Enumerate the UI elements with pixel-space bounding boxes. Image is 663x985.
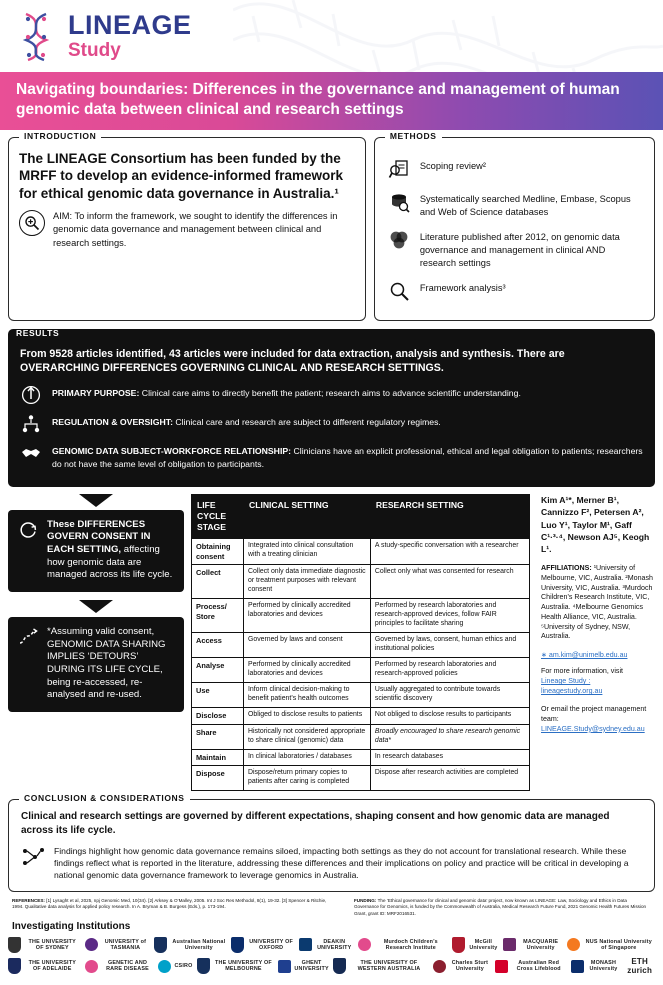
institution-logo <box>8 937 81 953</box>
detours-text: *Assuming valid consent, GENOMIC DATA SHARING IMPLIES ‘DETOURS’ DURING ITS LIFE CYCLE, being re-accessed, re-analysed and re-used. <box>47 625 166 701</box>
more-info-label: For more information, visit <box>541 667 623 676</box>
institution-name: DEAKIN UNIVERSITY <box>317 938 352 951</box>
introduction-label: INTRODUCTION <box>19 131 101 141</box>
institution-logo <box>85 938 151 951</box>
cell-research: Governed by laws, consent, human ethics and institutional policies <box>370 633 529 658</box>
institution-name: ETH zurich <box>627 956 653 976</box>
institutions-row-2 <box>8 957 655 975</box>
table-row <box>192 565 530 599</box>
affiliations <box>541 564 655 642</box>
cell-clinical: In clinical laboratories / databases <box>244 749 371 766</box>
col-research-setting: RESEARCH SETTING <box>370 494 529 539</box>
result-item <box>20 413 643 435</box>
institution-logo <box>358 938 448 951</box>
method-text: Scoping review² <box>419 160 486 171</box>
contact-email-link[interactable]: ∗ am.kim@unimelb.edu.au <box>541 651 628 660</box>
magnifier-document-icon <box>387 157 411 181</box>
institution-name: UNIVERSITY OF OXFORD <box>249 938 294 951</box>
cell-research: Dispose after research activities are completed <box>370 766 529 791</box>
result-text <box>52 442 643 469</box>
mcri-mark-icon <box>358 938 371 951</box>
col-lifecycle-stage: LIFE CYCLE STAGE <box>192 494 244 539</box>
institution-logo <box>624 957 655 975</box>
institution-name: MACQUARIE University <box>523 938 559 951</box>
institution-logo <box>158 960 192 973</box>
lineage-dna-logo-icon <box>14 10 58 62</box>
result-item <box>20 442 643 469</box>
arrow-down-icon <box>79 494 113 507</box>
table-row <box>192 766 530 791</box>
project-mgmt-block <box>541 705 655 735</box>
cell-stage: Analyse <box>192 658 244 683</box>
lifecycle-table <box>191 494 530 792</box>
table-row <box>192 708 530 725</box>
funding-text: The ‘Ethical governance for clinical and genomic data’ project, now known as LINEAGE: Law, Sociology and Ethics in Data Governance for Genomics, is funded by the Commonwealth of Australia, Medical Research Future Fund, 2021 Genomic Health Futures Mission Grant, grant ID: MRF2016531. <box>353 898 647 916</box>
nus-mark-icon <box>567 938 580 951</box>
institution-logo <box>154 937 227 953</box>
result-bold: PRIMARY PURPOSE: <box>52 388 140 399</box>
institution-logo <box>278 960 328 973</box>
table-row <box>192 633 530 658</box>
cell-research: In research databases <box>370 749 529 766</box>
cell-clinical: Performed by clinically accredited laboratories and devices <box>244 658 371 683</box>
cell-clinical: Historically not considered appropriate to share clinical (genomic) data <box>244 724 371 749</box>
institution-name: Australian National University <box>172 938 226 951</box>
institution-name: GHENT UNIVERSITY <box>294 959 329 973</box>
cell-clinical: Collect only data immediate diagnostic or treatment purposes with relevant consent <box>244 565 371 599</box>
institution-logo <box>85 960 155 973</box>
macquarie-mark-icon <box>503 938 516 951</box>
rare-disease-mark-icon <box>85 960 98 973</box>
institution-name: THE UNIVERSITY OF MELBOURNE <box>215 959 272 973</box>
detour-path-icon <box>17 626 39 648</box>
affiliations-label: AFFILIATIONS: <box>541 563 592 572</box>
header-dna-watermark-icon <box>233 0 663 72</box>
institution-logo <box>333 958 429 974</box>
institution-logo <box>231 937 295 953</box>
table-row <box>192 599 530 633</box>
institutions-band <box>0 935 663 985</box>
target-arrow-icon <box>20 384 42 406</box>
logo-wordmark <box>68 12 192 60</box>
conclusion-body-row <box>21 845 642 881</box>
aim-text: AIM: To inform the framework, we sought to identify the differences in genomic data governance and management between clinical and research settings. <box>53 211 338 248</box>
method-text: Literature published after 2012, on genomic data governance and management in clinical AND research settings <box>419 231 620 268</box>
anu-crest-icon <box>154 937 167 953</box>
cell-research: Not obliged to disclose results to participants <box>370 708 529 725</box>
table-row <box>192 658 530 683</box>
monash-mark-icon <box>571 960 584 973</box>
introduction-headline: The LINEAGE Consortium has been funded by the MRFF to develop an evidence-informed framework for ethical genomic data governance in Australia.¹ <box>19 150 344 201</box>
cell-clinical: Obliged to disclose results to patients <box>244 708 371 725</box>
cell-stage: Access <box>192 633 244 658</box>
lifeblood-mark-icon <box>495 960 508 973</box>
handshake-icon <box>20 442 42 464</box>
institution-name: Australian Red Cross Lifeblood <box>516 959 561 973</box>
consent-box <box>8 510 184 592</box>
affiliations-text: ¹University of Melbourne, VIC, Australia. ²Monash University, VIC, Australia. ³Murdoch Children’s Research Institute, VIC, Australia. ⁴Melbourne Genomics Health Alliance, VIC, Australia. ⁵University of Sydney, NSW, Australia. <box>541 563 653 641</box>
footnotes <box>0 892 663 919</box>
result-bold: REGULATION & OVERSIGHT: <box>52 417 173 428</box>
cell-stage: Maintain <box>192 749 244 766</box>
org-chart-icon <box>20 413 42 435</box>
cell-stage: Share <box>192 724 244 749</box>
institution-name: THE UNIVERSITY OF SYDNEY <box>28 938 76 951</box>
table-header-row <box>192 494 530 539</box>
method-item <box>387 228 642 270</box>
result-text <box>52 413 441 428</box>
result-body: Clinical care aims to directly benefit the patient; research aims to advance scientific understanding. <box>141 388 521 399</box>
oxford-crest-icon <box>231 937 244 953</box>
conclusion-lead: Clinical and research settings are governed by different expectations, shaping consent and how genomic data are managed across its life cycle. <box>21 811 610 836</box>
result-item <box>20 384 643 406</box>
ghent-mark-icon <box>278 960 291 973</box>
detours-box <box>8 617 184 712</box>
institutions-row-1 <box>8 937 655 953</box>
tasmania-mark-icon <box>85 938 98 951</box>
magnifier-plus-icon <box>19 210 45 236</box>
university-crest-icon <box>8 937 21 953</box>
project-mgmt-label: Or email the project management team: <box>541 704 647 723</box>
arrow-down-icon-2 <box>79 600 113 613</box>
institution-logo <box>197 958 275 974</box>
cell-research: Collect only what was consented for research <box>370 565 529 599</box>
cell-research: Performed by research laboratories and research-approved policies <box>370 658 529 683</box>
deakin-mark-icon <box>299 938 312 951</box>
institution-logo <box>299 938 354 951</box>
institution-logo <box>495 960 567 973</box>
top-section <box>0 130 663 321</box>
institution-name: CSIRO <box>174 962 193 969</box>
table-row <box>192 539 530 565</box>
cell-stage: Process/ Store <box>192 599 244 633</box>
cycle-arrows-icon <box>17 519 39 541</box>
project-mgmt-email-link[interactable]: LINEAGE.Study@sydney.edu.au <box>541 724 645 733</box>
cell-clinical: Integrated into clinical consultation with a treating clinician <box>244 539 371 565</box>
poster-title: Navigating boundaries: Differences in the governance and management of human genomic data between clinical and research settings <box>0 72 663 130</box>
references-text: [1] Lysaght et al, 2025, npj Genomic Med, 10(34). [2] Arksey & O’Malley, 2005. Int J Soc Res Methodol, 8(1), 19-32. [3] Spencer & Ritchie, 1994. Qualitative data analysis for applied policy research. In A. Bryman & B. Burgess (Eds.), p. 173-194. <box>12 898 327 910</box>
cell-research: Usually aggregated to contribute towards scientific discovery <box>370 683 529 708</box>
institution-name: Charles Sturt University <box>451 959 489 973</box>
cell-clinical: Performed by clinically accredited laboratories and devices <box>244 599 371 633</box>
references-block <box>12 898 336 917</box>
institution-name: Murdoch Children’s Research Institute <box>383 938 438 951</box>
database-search-icon <box>387 190 411 214</box>
table-row <box>192 749 530 766</box>
contact-email-row <box>541 650 655 659</box>
cell-research: Performed by research laboratories and research-approved devices, follow FAIR principles to facilitate sharing <box>370 599 529 633</box>
melbourne-crest-icon <box>197 958 210 974</box>
institution-logo <box>433 960 491 973</box>
institution-logo <box>8 958 81 974</box>
cell-stage: Collect <box>192 565 244 599</box>
cell-stage: Disclose <box>192 708 244 725</box>
funding-block <box>354 898 653 917</box>
institution-name: UNIVERSITY of TASMANIA <box>104 938 147 951</box>
venn-circles-icon <box>387 228 411 252</box>
methods-label: METHODS <box>385 131 442 141</box>
results-panel <box>8 329 655 487</box>
mcgill-crest-icon <box>452 937 465 953</box>
institution-name: THE UNIVERSITY OF ADELAIDE <box>28 959 77 973</box>
conclusion-body: Findings highlight how genomic data governance remains siloed, impacting both settings as they do not account for translational research. While these findings reflect what is reported in the literature, addressing these differences and their implications on policy and practice will be critical in developing a national genomic data governance framework to leverage genomics in Australia. <box>54 846 629 881</box>
cell-stage: Obtaining consent <box>192 539 244 565</box>
result-body: Clinical care and research are subject to different regulatory regimes. <box>175 417 441 428</box>
site-url-link[interactable]: lineagestudy.org.au <box>541 687 603 696</box>
table-row <box>192 683 530 708</box>
result-bold: GENOMIC DATA SUBJECT-WORKFORCE RELATIONSHIP: <box>52 446 292 457</box>
institution-logo <box>452 937 499 953</box>
uwa-crest-icon <box>333 958 346 974</box>
institution-name: GENETIC AND RARE DISEASE <box>106 959 149 973</box>
institution-name: THE UNIVERSITY OF WESTERN AUSTRALIA <box>357 959 421 973</box>
institution-logo <box>503 938 563 951</box>
cell-research: A study-specific conversation with a researcher <box>370 539 529 565</box>
consent-bold: These DIFFERENCES GOVERN CONSENT IN EACH SETTING, <box>47 518 151 555</box>
cell-clinical: Inform clinical decision-making to benefit patient’s health outcomes <box>244 683 371 708</box>
method-item <box>387 157 642 181</box>
col-clinical-setting: CLINICAL SETTING <box>244 494 371 539</box>
author-list: Kim A¹*, Merner B¹, Cannizzo F², Petersen A², Luo Y¹, Taylor M¹, Gaff C¹·³·⁴, Newson AJ⁵, Keogh L¹. <box>541 494 650 555</box>
results-lead: From 9528 articles identified, 43 articles were included for data extraction, analysis and synthesis. There are OVERARCHING DIFFERENCES GOVERNING CLINICAL AND RESEARCH SETTINGS. <box>20 347 565 375</box>
authors-column <box>537 494 655 735</box>
references-label: REFERENCES: <box>12 898 45 904</box>
conclusion-label: CONCLUSION & CONSIDERATIONS <box>19 793 190 803</box>
cell-clinical: Governed by laws and consent <box>244 633 371 658</box>
more-info-block <box>541 667 655 697</box>
consent-normal: affecting how genomic data are managed across its life cycle. <box>47 543 173 581</box>
cell-stage: Use <box>192 683 244 708</box>
results-label: RESULTS <box>16 327 60 338</box>
method-text: Systematically searched Medline, Embase, Scopus and Web of Science databases <box>419 193 631 217</box>
site-name-link[interactable]: Lineage Study : <box>541 677 591 686</box>
csiro-mark-icon <box>158 960 171 973</box>
csu-mark-icon <box>433 960 446 973</box>
method-item <box>387 190 642 219</box>
method-text: Framework analysis³ <box>419 282 506 293</box>
lifecycle-table-wrapper <box>191 494 530 792</box>
table-row <box>192 724 530 749</box>
institutions-title: Investigating Institutions <box>12 920 131 932</box>
logo-lineage-text: LINEAGE <box>68 10 192 40</box>
consent-column <box>8 494 184 712</box>
methods-panel <box>374 130 655 321</box>
adelaide-crest-icon <box>8 958 21 974</box>
result-body: Clinicians have an explicit professional, ethical and legal obligation to patients; researchers do not have the same level of obligation to participants. <box>52 446 643 469</box>
cell-research: Broadly encouraged to share research genomic data* <box>370 724 529 749</box>
result-text <box>52 384 521 399</box>
institution-name: McGill University <box>469 938 498 951</box>
cell-stage: Dispose <box>192 766 244 791</box>
introduction-panel <box>8 130 366 321</box>
logo-study-text: Study <box>68 40 121 61</box>
institution-logo <box>567 938 655 951</box>
poster-header <box>0 0 663 72</box>
institution-name: NUS National University of Singapore <box>585 938 652 951</box>
cell-clinical: Dispose/return primary copies to patients after caring is completed <box>244 766 371 791</box>
search-icon <box>387 279 411 303</box>
aim-row <box>19 210 355 250</box>
middle-section <box>0 487 663 792</box>
network-nodes-icon <box>21 845 45 869</box>
conclusion-panel <box>8 793 655 892</box>
funding-label: FUNDING: <box>353 898 377 904</box>
method-item <box>387 279 642 303</box>
consent-text <box>47 519 175 582</box>
institution-logo <box>571 960 621 973</box>
institution-name: MONASH University <box>589 959 618 973</box>
